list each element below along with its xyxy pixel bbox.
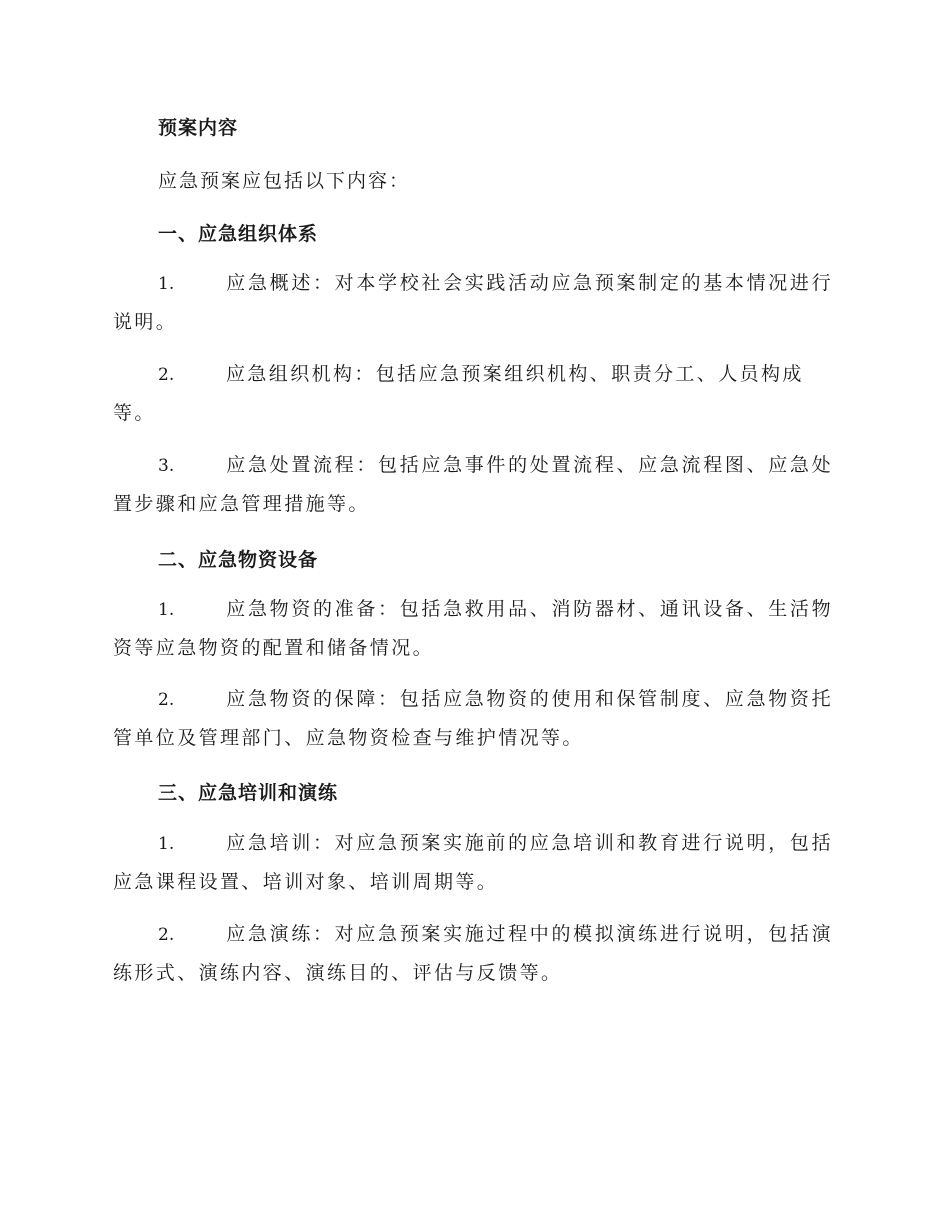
item-text-line1: 应急演练：对应急预案实施过程中的模拟演练进行说明，包括演 [226, 923, 833, 945]
item-text-line2: 说明。 [113, 311, 178, 333]
list-item [113, 355, 833, 432]
item-text-line2: 等。 [113, 402, 156, 424]
list-item [113, 680, 833, 757]
item-number: 2. [158, 690, 175, 710]
item-number: 2. [158, 365, 175, 385]
item-text-line2: 应急课程设置、培训对象、培训周期等。 [113, 871, 499, 893]
section-heading-3: 三、应急培训和演练 [158, 782, 339, 804]
item-text-line1: 应急物资的保障：包括应急物资的使用和保管制度、应急物资托 [226, 688, 833, 710]
list-item [113, 915, 833, 992]
item-text-line1: 应急组织机构：包括应急预案组织机构、职责分工、人员构成 [226, 363, 804, 385]
item-number: 1. [158, 834, 175, 854]
item-text-line2: 管单位及管理部门、应急物资检查与维护情况等。 [113, 727, 584, 749]
document-title: 预案内容 [158, 117, 239, 139]
item-number: 3. [158, 456, 175, 476]
intro-paragraph: 应急预案应包括以下内容： [158, 170, 411, 192]
item-text-line1: 应急处置流程：包括应急事件的处置流程、应急流程图、应急处 [226, 454, 833, 476]
section-heading-2: 二、应急物资设备 [158, 549, 319, 571]
item-text-line2: 练形式、演练内容、演练目的、评估与反馈等。 [113, 962, 563, 984]
item-number: 1. [158, 600, 175, 620]
item-number: 1. [158, 274, 175, 294]
list-item [113, 446, 833, 523]
item-number: 2. [158, 925, 175, 945]
item-text-line1: 应急培训：对应急预案实施前的应急培训和教育进行说明，包括 [226, 832, 833, 854]
item-text-line2: 资等应急物资的配置和储备情况。 [113, 637, 435, 659]
item-text-line2: 置步骤和应急管理措施等。 [113, 493, 370, 515]
section-heading-1: 一、应急组织体系 [158, 223, 319, 245]
item-text-line1: 应急概述：对本学校社会实践活动应急预案制定的基本情况进行 [226, 272, 833, 294]
list-item [113, 824, 833, 901]
item-text-line1: 应急物资的准备：包括急救用品、消防器材、通讯设备、生活物 [226, 598, 833, 620]
list-item [113, 590, 833, 667]
list-item [113, 264, 833, 341]
